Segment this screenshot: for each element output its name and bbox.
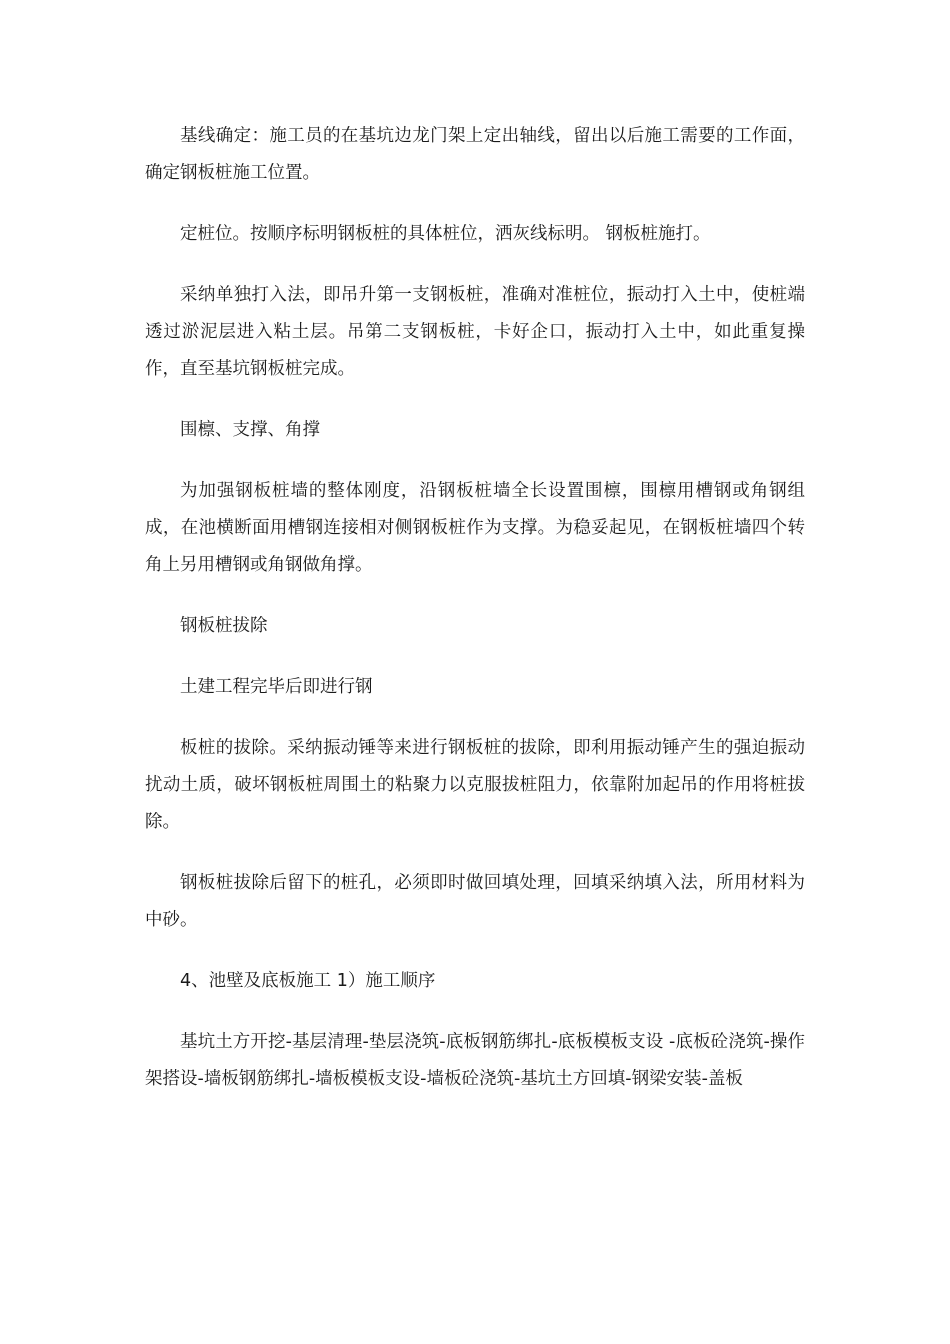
paragraph-extraction-method: 板桩的拔除。采纳振动锤等来进行钢板桩的拔除，即利用振动锤产生的强迫振动扰动土质，破坏钢板桩周围土的粘聚力以克服拔桩阻力，依靠附加起吊的作用将桩拔除。 bbox=[145, 738, 805, 832]
paragraph-bracing: 为加强钢板桩墙的整体刚度，沿钢板桩墙全长设置围檩，围檩用槽钢或角钢组成，在池横断面用槽钢连接相对侧钢板桩作为支撑。为稳妥起见，在钢板桩墙四个转角上另用槽钢或角钢做角撑。 bbox=[145, 481, 805, 575]
paragraph-heading-wall-slab: 4、池壁及底板施工 1）施工顺序 bbox=[180, 971, 436, 991]
paragraph-extraction-start: 土建工程完毕后即进行钢 bbox=[180, 677, 373, 697]
paragraph-backfill: 钢板桩拔除后留下的桩孔，必须即时做回填处理，回填采纳填入法，所用材料为中砂。 bbox=[145, 873, 805, 930]
document-body bbox=[145, 118, 805, 1122]
paragraph-heading-extraction: 钢板桩拔除 bbox=[180, 616, 268, 636]
paragraph-baseline: 基线确定：施工员的在基坑边龙门架上定出轴线，留出以后施工需要的工作面，确定钢板桩施工位置。 bbox=[145, 126, 805, 183]
paragraph-heading-bracing: 围檩、支撑、角撑 bbox=[180, 420, 320, 440]
paragraph-driving-method: 采纳单独打入法，即吊升第一支钢板桩，准确对准桩位，振动打入土中，使桩端透过淤泥层进入粘土层。吊第二支钢板桩，卡好企口，振动打入土中，如此重复操作，直至基坑钢板桩完成。 bbox=[145, 285, 805, 379]
paragraph-pile-position: 定桩位。按顺序标明钢板桩的具体桩位，洒灰线标明。 钢板桩施打。 bbox=[180, 224, 711, 244]
paragraph-construction-sequence: 基坑土方开挖-基层清理-垫层浇筑-底板钢筋绑扎-底板模板支设 -底板砼浇筑-操作架搭设-墙板钢筋绑扎-墙板模板支设-墙板砼浇筑-基坑土方回填-钢梁安装-盖板 bbox=[145, 1032, 805, 1089]
